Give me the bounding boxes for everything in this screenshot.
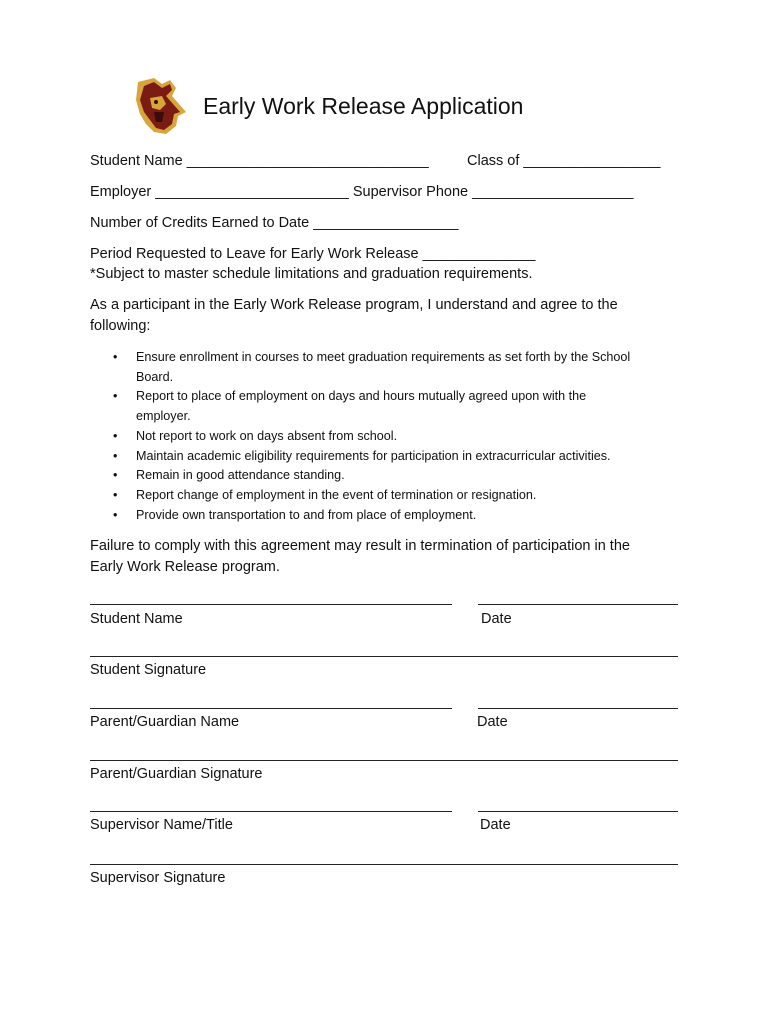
student-name-label: Student Name	[90, 611, 183, 627]
list-item	[90, 348, 690, 368]
class-of-field[interactable]: Class of _________________	[467, 153, 661, 169]
agreement-intro-line-2: following:	[90, 318, 151, 334]
list-item-text: Board.	[136, 369, 174, 384]
parent-date-line[interactable]	[478, 708, 678, 709]
student-name-line[interactable]	[90, 604, 452, 605]
list-item	[90, 486, 690, 506]
bullet-icon: •	[113, 389, 118, 404]
credits-earned-field[interactable]: Number of Credits Earned to Date __________________	[90, 215, 459, 231]
list-item-continuation	[90, 407, 690, 427]
list-item	[90, 506, 690, 526]
parent-name-line[interactable]	[90, 708, 452, 709]
failure-notice-line-2: Early Work Release program.	[90, 559, 280, 575]
supervisor-name-line[interactable]	[90, 811, 452, 812]
supervisor-signature-label: Supervisor Signature	[90, 870, 226, 886]
failure-notice-line-1: Failure to comply with this agreement may result in termination of participation in the	[90, 538, 630, 554]
list-item-text: Remain in good attendance standing.	[136, 468, 345, 483]
list-item-text: Ensure enrollment in courses to meet graduation requirements as set forth by the School	[136, 350, 631, 364]
list-item	[90, 466, 690, 486]
list-item-text: Provide own transportation to and from place of employment.	[136, 507, 477, 522]
student-date-label: Date	[481, 611, 512, 627]
parent-name-label: Parent/Guardian Name	[90, 714, 240, 730]
supervisor-date-line[interactable]	[478, 811, 678, 812]
student-signature-label: Student Signature	[90, 662, 207, 678]
mascot-logo-icon	[132, 76, 188, 136]
parent-signature-label: Parent/Guardian Signature	[90, 766, 263, 782]
student-name-field[interactable]: Student Name ______________________________	[90, 153, 429, 169]
parent-signature-line[interactable]	[90, 760, 678, 761]
supervisor-signature-line[interactable]	[90, 864, 678, 865]
bullet-icon: •	[113, 507, 118, 522]
agreement-intro-line-1: As a participant in the Early Work Release program, I understand and agree to the	[90, 297, 618, 313]
student-signature-line[interactable]	[90, 656, 678, 657]
list-item-continuation	[90, 368, 690, 388]
list-item	[90, 427, 690, 447]
employer-supervisor-phone-field[interactable]: Employer ________________________ Supervisor Phone ____________________	[90, 184, 634, 200]
list-item-text: Maintain academic eligibility requirements for participation in extracurricular activities.	[136, 448, 611, 463]
list-item-text: employer.	[136, 409, 191, 424]
bullet-icon: •	[113, 468, 118, 483]
parent-date-label: Date	[477, 714, 508, 730]
bullet-icon: •	[113, 487, 118, 502]
bullet-icon: •	[113, 350, 118, 364]
list-item-text: Report to place of employment on days and hours mutually agreed upon with the	[136, 389, 587, 404]
period-note: *Subject to master schedule limitations and graduation requirements.	[90, 266, 533, 282]
list-item	[90, 447, 690, 467]
supervisor-date-label: Date	[480, 817, 511, 833]
period-requested-field[interactable]: Period Requested to Leave for Early Work Release ______________	[90, 246, 536, 262]
bullet-icon: •	[113, 428, 118, 443]
list-item-text: Not report to work on days absent from school.	[136, 428, 398, 443]
agreement-list	[90, 348, 690, 525]
supervisor-name-label: Supervisor Name/Title	[90, 817, 233, 833]
list-item	[90, 387, 690, 407]
bullet-icon: •	[113, 448, 118, 463]
page-title: Early Work Release Application	[203, 93, 524, 119]
list-item-text: Report change of employment in the event of termination or resignation.	[136, 487, 537, 502]
student-date-line[interactable]	[478, 604, 678, 605]
